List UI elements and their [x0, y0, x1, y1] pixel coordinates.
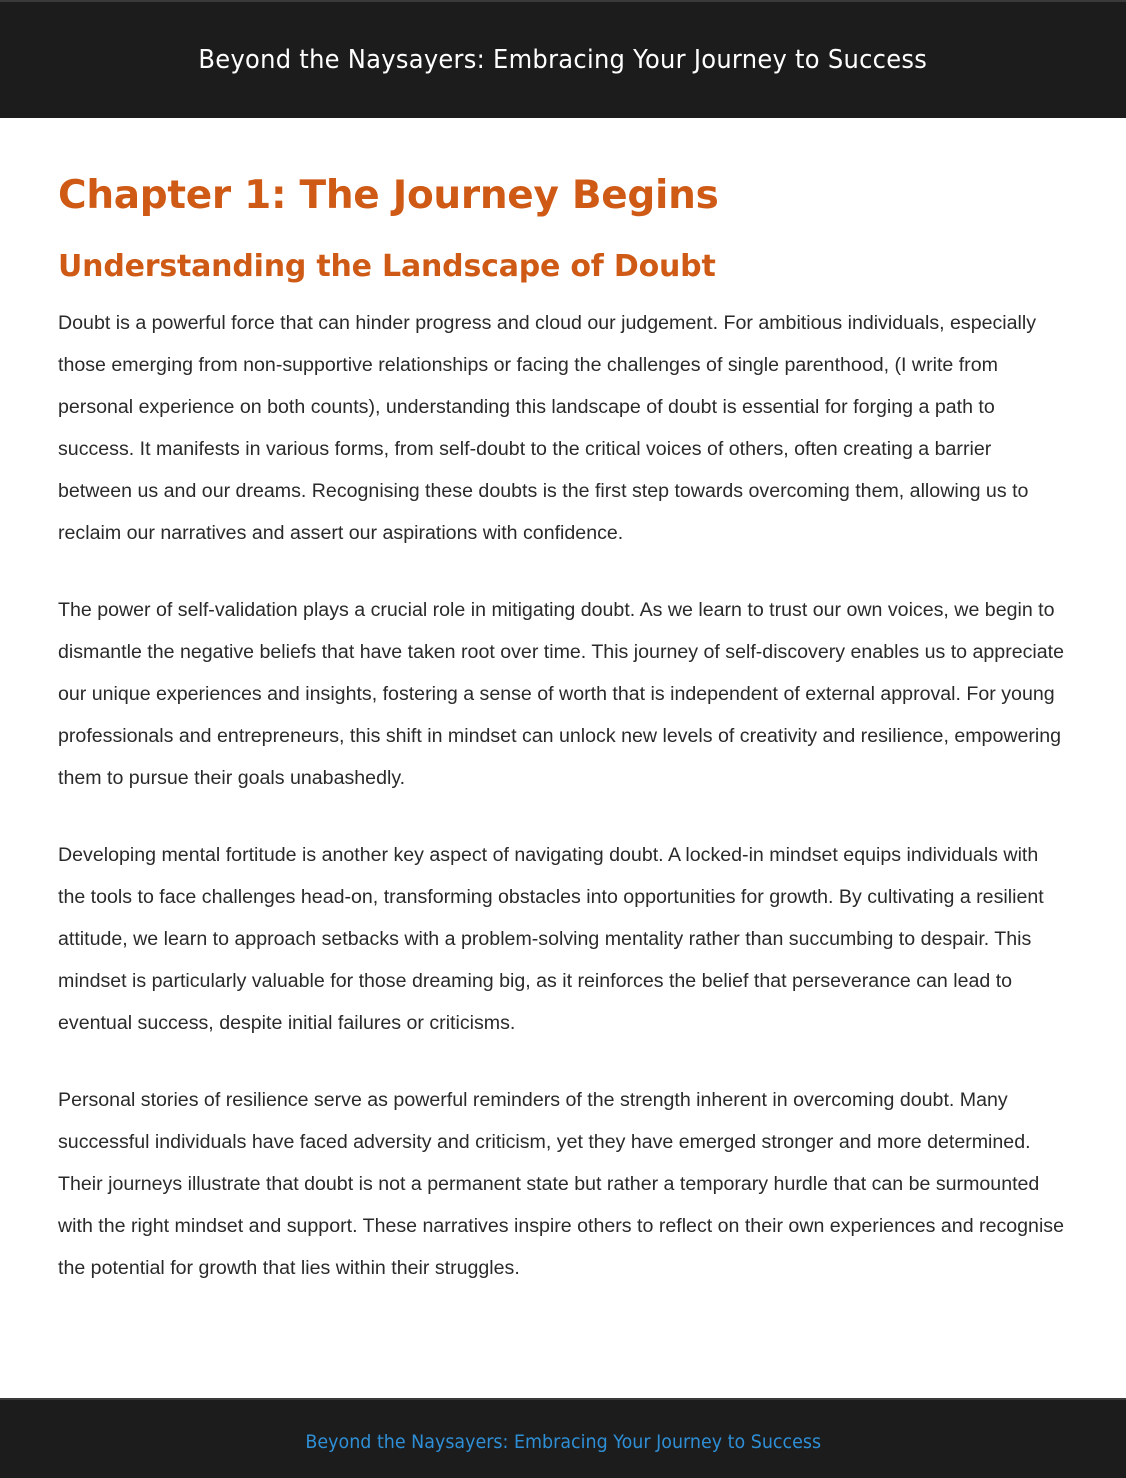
page-header: [0, 0, 1126, 118]
body-paragraph: The power of self-validation plays a crucial role in mitigating doubt. As we learn to trust our own voices, we begin to dismantle the negative beliefs that have taken root over time. This journey of self-discovery enables us to appreciate our unique experiences and insights, fostering a sense of worth that is independent of external approval. For young professionals and entrepreneurs, this shift in mindset can unlock new levels of creativity and resilience, empowering them to pursue their goals unabashedly.: [58, 599, 1065, 789]
page-footer: [0, 1398, 1126, 1478]
chapter-title: Chapter 1: The Journey Begins: [58, 173, 719, 218]
body-paragraph: Developing mental fortitude is another key aspect of navigating doubt. A locked-in mindset equips individuals with the tools to face challenges head-on, transforming obstacles into opportunities for growth. By cultivating a resilient attitude, we learn to approach setbacks with a problem-solving mentality rather than succumbing to despair. This mindset is particularly valuable for those dreaming big, as it reinforces the belief that perseverance can lead to eventual success, despite initial failures or criticisms.: [58, 844, 1044, 1034]
footer-title: Beyond the Naysayers: Embracing Your Journey to Success: [305, 1431, 821, 1453]
section-title: Understanding the Landscape of Doubt: [58, 249, 716, 284]
body-paragraph: Doubt is a powerful force that can hinder progress and cloud our judgement. For ambitious individuals, especially those emerging from non-supportive relationships or facing the challenges of single parenthood, (I write from personal experience on both counts), understanding this landscape of doubt is essential for forging a path to success. It manifests in various forms, from self-doubt to the critical voices of others, often creating a barrier between us and our dreams. Recognising these doubts is the first step towards overcoming them, allowing us to reclaim our narratives and assert our aspirations with confidence.: [58, 312, 1037, 544]
header-title: Beyond the Naysayers: Embracing Your Journey to Success: [198, 45, 928, 75]
body-paragraph: Personal stories of resilience serve as powerful reminders of the strength inherent in overcoming doubt. Many successful individuals have faced adversity and criticism, yet they have emerged stronger and more determined. Their journeys illustrate that doubt is not a permanent state but rather a temporary hurdle that can be surmounted with the right mindset and support. These narratives inspire others to reflect on their own experiences and recognise the potential for growth that lies within their struggles.: [58, 1089, 1064, 1279]
page-content: [58, 160, 1068, 1324]
